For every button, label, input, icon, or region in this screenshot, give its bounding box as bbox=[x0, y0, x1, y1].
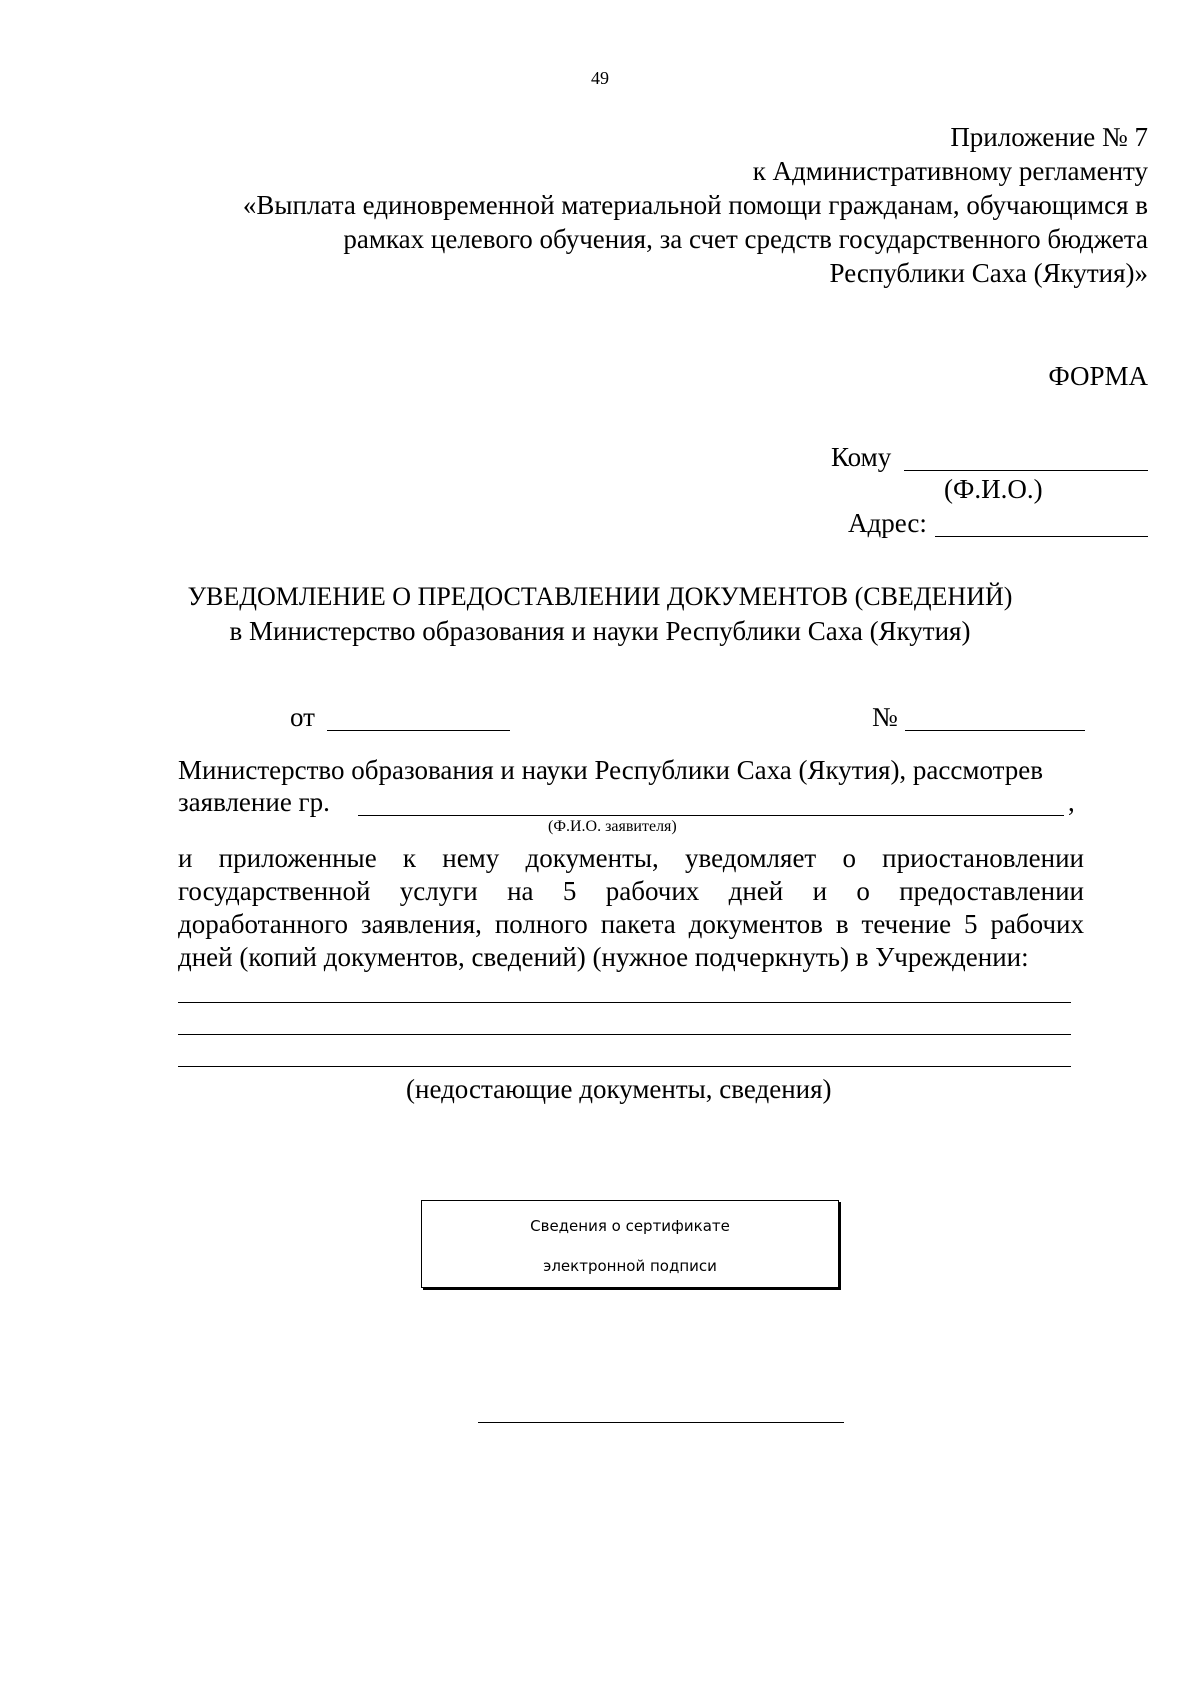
notice-subtitle: в Министерство образования и науки Республики Саха (Якутия) bbox=[229, 616, 971, 646]
doc-number-label: № bbox=[872, 702, 898, 732]
form-label: ФОРМА bbox=[1048, 361, 1148, 391]
recipient-address-label: Адрес: bbox=[848, 508, 927, 538]
appendix-regulation-ref: к Административному регламенту bbox=[752, 156, 1148, 186]
missing-docs-line-1[interactable] bbox=[178, 1002, 1071, 1003]
body-line-6: дней (копий документов, сведений) (нужное подчеркнуть) в Учреждении: bbox=[178, 942, 1029, 972]
date-from-label: от bbox=[290, 702, 315, 732]
missing-docs-line-2[interactable] bbox=[178, 1034, 1071, 1035]
appendix-regulation-title-2: рамках целевого обучения, за счет средств государственного бюджета bbox=[343, 224, 1148, 254]
recipient-to-label: Кому bbox=[831, 442, 892, 472]
doc-number-field[interactable] bbox=[905, 730, 1085, 731]
body-line-3: и приложенные к нему документы, уведомляет о приостановлении bbox=[178, 843, 1084, 873]
signature-certificate-box bbox=[421, 1200, 839, 1288]
applicant-fio-caption: (Ф.И.О. заявителя) bbox=[548, 818, 677, 835]
page-number: 49 bbox=[591, 68, 609, 88]
body-line-1: Министерство образования и науки Республики Саха (Якутия), рассмотрев bbox=[178, 755, 1043, 785]
certificate-box-line-1: Сведения о сертификате bbox=[530, 1217, 730, 1235]
body-line-5: доработанного заявления, полного пакета документов в течение 5 рабочих bbox=[178, 909, 1084, 939]
recipient-fio-caption: (Ф.И.О.) bbox=[944, 474, 1043, 504]
notice-title: УВЕДОМЛЕНИЕ О ПРЕДОСТАВЛЕНИИ ДОКУМЕНТОВ (СВЕДЕНИЙ) bbox=[187, 582, 1013, 611]
body-line-4: государственной услуги на 5 рабочих дней и о предоставлении bbox=[178, 876, 1084, 906]
missing-docs-line-3[interactable] bbox=[178, 1066, 1071, 1067]
missing-docs-caption: (недостающие документы, сведения) bbox=[406, 1074, 832, 1104]
signature-line[interactable] bbox=[478, 1422, 844, 1423]
appendix-regulation-title-3: Республики Саха (Якутия)» bbox=[829, 258, 1148, 288]
recipient-address-field[interactable] bbox=[935, 536, 1148, 537]
appendix-regulation-title-1: «Выплата единовременной материальной помощи гражданам, обучающимся в bbox=[242, 190, 1148, 220]
date-field[interactable] bbox=[327, 730, 510, 731]
applicant-name-field[interactable] bbox=[358, 815, 1064, 816]
body-applicant-suffix: , bbox=[1068, 787, 1075, 817]
body-applicant-prefix: заявление гр. bbox=[178, 787, 330, 817]
certificate-box-line-2: электронной подписи bbox=[543, 1257, 717, 1275]
appendix-number: Приложение № 7 bbox=[950, 122, 1148, 152]
recipient-name-field[interactable] bbox=[904, 470, 1148, 471]
